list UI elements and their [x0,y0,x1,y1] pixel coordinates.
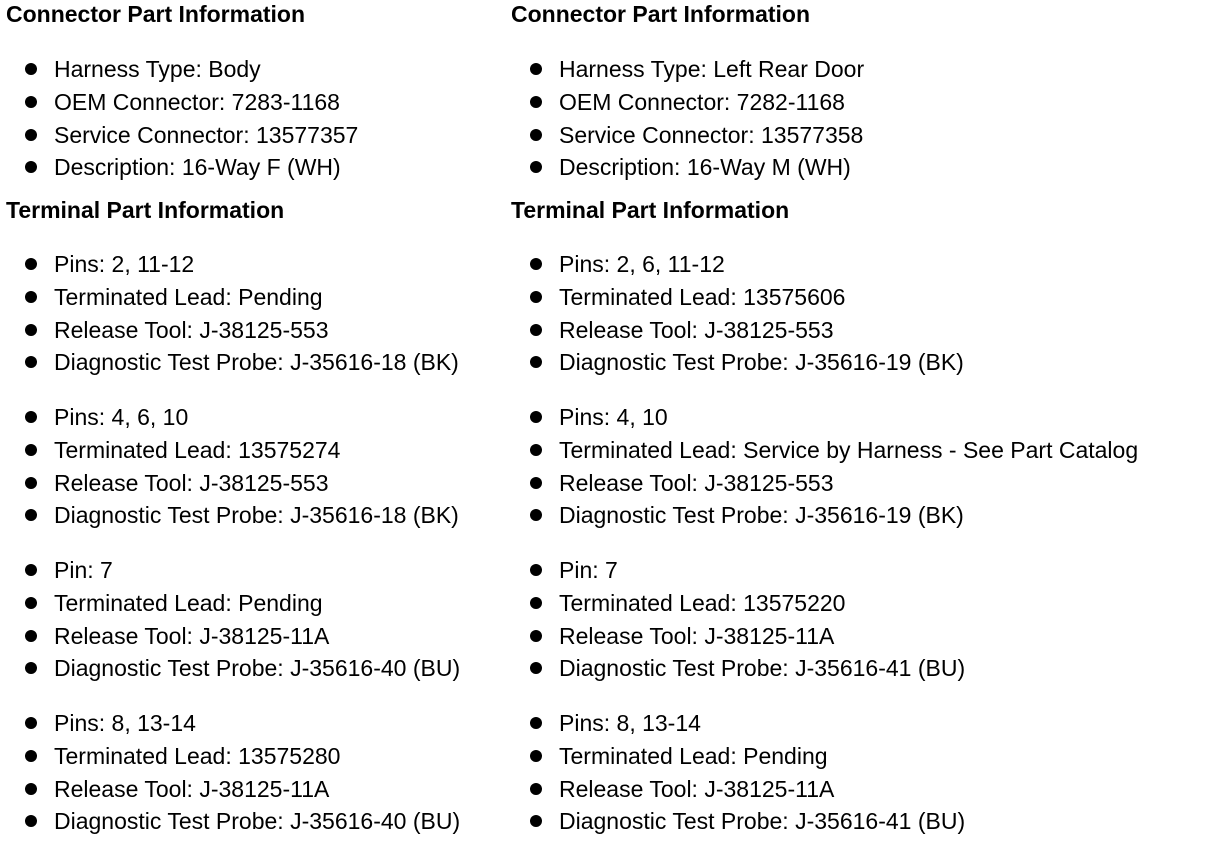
terminal-group [511,248,964,379]
item-text: Description: 16-Way F (WH) [54,154,341,181]
bullet-icon [530,161,542,173]
bullet-icon [25,96,37,108]
list-item [6,467,459,500]
item-text: Terminated Lead: Pending [559,742,828,769]
list-item [6,620,460,653]
item-text: Release Tool: J-38125-553 [54,316,329,343]
list-item [511,314,964,347]
bullet-icon [530,129,542,141]
item-text: Diagnostic Test Probe: J-35616-18 (BK) [54,349,459,376]
item-text: Release Tool: J-38125-11A [54,622,330,649]
item-text: OEM Connector: 7282-1168 [559,88,845,115]
item-text: Terminated Lead: 13575606 [559,283,846,310]
list-item [511,346,964,379]
item-text: Release Tool: J-38125-553 [559,316,834,343]
bullet-icon [25,324,37,336]
bullet-icon [25,291,37,303]
list-item [511,281,964,314]
list-item [511,434,1138,467]
bullet-icon [530,630,542,642]
list-item [511,554,965,587]
list-item [6,805,460,838]
item-text: Terminated Lead: 13575274 [54,436,341,463]
bullet-icon [530,477,542,489]
bullet-icon [530,564,542,576]
bullet-icon [25,750,37,762]
list-item [511,773,965,806]
item-text: Terminated Lead: Service by Harness - See Part Catalog [559,436,1139,463]
bullet-icon [530,717,542,729]
item-text: Release Tool: J-38125-553 [54,469,329,496]
list-item [6,346,459,379]
list-item [511,707,965,740]
terminal-group [6,707,460,838]
connector-part-heading: Connector Part Information [511,1,811,27]
list-item [6,499,459,532]
terminal-part-heading: Terminal Part Information [6,197,285,223]
list-item [6,314,459,347]
bullet-icon [25,815,37,827]
item-text: Release Tool: J-38125-553 [559,469,834,496]
item-text: Pin: 7 [54,557,113,583]
item-text: Description: 16-Way M (WH) [559,154,851,181]
list-item [511,151,864,184]
item-text: Service Connector: 13577357 [54,121,359,148]
bullet-icon [25,477,37,489]
list-item [511,620,965,653]
list-item [511,587,965,620]
item-text: Release Tool: J-38125-11A [559,775,835,802]
item-text: Terminated Lead: 13575280 [54,742,341,769]
bullet-icon [25,783,37,795]
bullet-icon [25,258,37,270]
bullet-icon [25,630,37,642]
connector-info-list [511,53,864,184]
bullet-icon [25,63,37,75]
terminal-group [6,248,459,379]
connector-part-heading: Connector Part Information [6,1,306,27]
item-text: Harness Type: Left Rear Door [559,56,865,82]
item-text: Pin: 7 [559,557,618,583]
bullet-icon [25,411,37,423]
item-text: Pins: 4, 10 [559,404,668,430]
list-item [511,119,864,152]
list-item [511,740,965,773]
item-text: Pins: 2, 6, 11-12 [559,251,725,277]
list-item [6,53,358,86]
terminal-group [511,401,1138,532]
list-item [511,499,1138,532]
item-text: Terminated Lead: 13575220 [559,589,846,616]
terminal-group [6,401,459,532]
bullet-icon [25,717,37,729]
item-text: OEM Connector: 7283-1168 [54,88,340,115]
bullet-icon [530,411,542,423]
bullet-icon [530,662,542,674]
bullet-icon [530,258,542,270]
bullet-icon [530,444,542,456]
item-text: Diagnostic Test Probe: J-35616-18 (BK) [54,502,459,529]
item-text: Pins: 8, 13-14 [54,710,196,736]
item-text: Pins: 4, 6, 10 [54,404,189,430]
bullet-icon [530,750,542,762]
item-text: Diagnostic Test Probe: J-35616-40 (BU) [54,655,461,682]
item-text: Terminated Lead: Pending [54,589,323,616]
terminal-group [511,554,965,685]
list-item [6,151,358,184]
item-text: Pins: 8, 13-14 [559,710,701,736]
bullet-icon [530,291,542,303]
list-item [511,401,1138,434]
terminal-part-heading: Terminal Part Information [511,197,790,223]
item-text: Diagnostic Test Probe: J-35616-41 (BU) [559,808,966,835]
list-item [511,805,965,838]
bullet-icon [25,564,37,576]
list-item [6,587,460,620]
item-text: Terminated Lead: Pending [54,283,323,310]
list-item [6,86,358,119]
item-text: Diagnostic Test Probe: J-35616-19 (BK) [559,502,964,529]
bullet-icon [25,161,37,173]
item-text: Diagnostic Test Probe: J-35616-19 (BK) [559,349,964,376]
item-text: Release Tool: J-38125-11A [54,775,330,802]
item-text: Diagnostic Test Probe: J-35616-40 (BU) [54,808,461,835]
list-item [511,53,864,86]
list-item [6,281,459,314]
list-item [6,652,460,685]
list-item [6,434,459,467]
bullet-icon [530,783,542,795]
list-item [6,248,459,281]
item-text: Pins: 2, 11-12 [54,251,195,277]
bullet-icon [25,662,37,674]
item-text: Release Tool: J-38125-11A [559,622,835,649]
bullet-icon [25,597,37,609]
list-item [6,401,459,434]
item-text: Harness Type: Body [54,56,261,82]
list-item [6,707,460,740]
bullet-icon [530,509,542,521]
terminal-group [511,707,965,838]
bullet-icon [25,356,37,368]
bullet-icon [530,815,542,827]
list-item [511,248,964,281]
list-item [511,86,864,119]
list-item [6,740,460,773]
item-text: Service Connector: 13577358 [559,121,864,148]
bullet-icon [25,509,37,521]
list-item [6,773,460,806]
connector-info-list [6,53,358,184]
bullet-icon [530,63,542,75]
bullet-icon [530,324,542,336]
list-item [511,467,1138,500]
item-text: Diagnostic Test Probe: J-35616-41 (BU) [559,655,966,682]
list-item [6,119,358,152]
bullet-icon [530,356,542,368]
terminal-group [6,554,460,685]
list-item [6,554,460,587]
bullet-icon [530,597,542,609]
list-item [511,652,965,685]
bullet-icon [25,444,37,456]
bullet-icon [530,96,542,108]
bullet-icon [25,129,37,141]
